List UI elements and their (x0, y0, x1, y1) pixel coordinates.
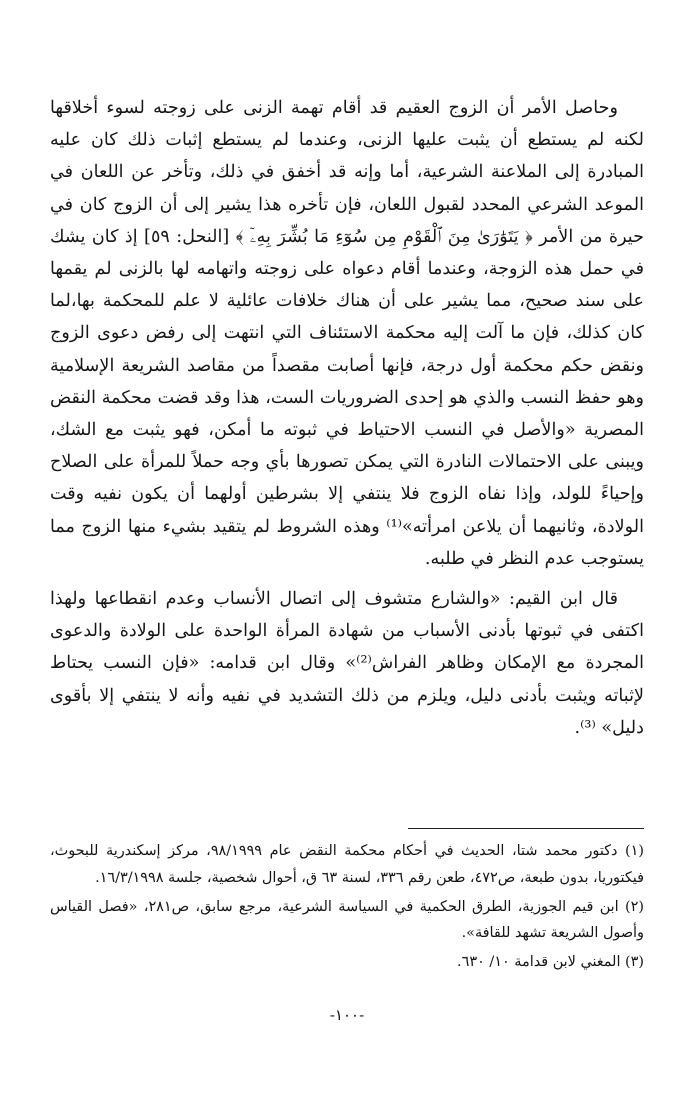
paragraph-2: قال ابن القيم: «والشارع متشوف إلى اتصال الأنساب وعدم انقطاعها ولهذا اكتفى في ثبوتها بأدنى الأسباب من شهادة المرأة الواحدة على الولادة والدعوى المجردة مع الإمكان وظاهر الفراش⁽²⁾» وقال ابن قدامه: «فإن النسب يحتاط لإثباته ويثبت بأدنى دليل، ويلزم من ذلك التشديد في نفيه وأنه لا ينتفي إلا بأقوى دليل» ⁽³⁾. (50, 589, 644, 738)
footnotes (50, 838, 644, 976)
footnote-separator (408, 828, 644, 829)
paragraph-1: وحاصل الأمر أن الزوج العقيم قد أقام تهمة الزنى على زوجته لسوء أخلاقها لكنه لم يستطع أن يثبت عليها الزنى، وعندما لم يستطع إثبات ذلك كان عليه المبادرة إلى الملاعنة الشرعية، أما وإنه قد أخفق في ذلك، وتأخر عن اللعان في الموعد الشرعي المحدد لقبول اللعان، فإن تأخره هذا يشير إلى أن الزوج كان في حيرة من الأمر ﴿ يَتَوَٰرَىٰ مِنَ ٱلْقَوْمِ مِن سُوٓءِ مَا بُشِّرَ بِهِۦٓ ﴾ [النحل: ٥٩] إذ كان يشك في حمل هذه الزوجة، وعندما أقام دعواه على زوجته واتهامه لها بالزنى لم يقمها على سند صحيح، مما يشير على أن هناك خلافات عائلية لا علم للمحكمة بها،لما كان كذلك، فإن ما آلت إليه محكمة الاستئناف التي انتهت إلى رفض دعوى الزوج ونقض حكم محكمة أول درجة، فإنها أصابت مقصداً من مقاصد الشريعة الإسلامية وهو حفظ النسب والذي هو إحدى الضروريات الست، هذا وقد قضت محكمة النقض المصرية «والأصل في النسب الاحتياط في ثبوته ما أمكن، فهو يثبت مع الشك، ويبنى على الاحتمالات النادرة التي يمكن تصورها بأي وجه حملاً للمرأة على الصلاح وإحياءً للولد، وإذا نفاه الزوج فلا ينتفي إلا بشرطين أولهما أن يكون نفيه وقت الولادة، وثانيهما أن يلاعن امرأته»⁽¹⁾ وهذه الشروط لم يتقيد بشيء منها الزوج مما يستوجب عدم النظر في طلبه. (50, 98, 644, 569)
footnote-2: (٢) ابن قيم الجوزية، الطرق الحكمية في السياسة الشرعية، مرجع سابق، ص٢٨١، «فصل القياس وأصول الشريعة تشهد للقافة». (50, 898, 645, 942)
footnote-1: (١) دكتور محمد شتا، الحديث في أحكام محكمة النقض عام ٩٨/١٩٩٩، مركز إسكندرية للبحوث، فيكتوريا، بدون طبعة، ص٤٧٢، طعن رقم ٣٣٦، لسنة ٦٣ ق، أحوال شخصية، جلسة ١٦/٣/١٩٩٨. (50, 843, 644, 886)
body-text (50, 92, 644, 744)
footnote-3: (٣) المغني لابن قدامة ١٠/ ٦٣٠. (457, 954, 644, 971)
page-number: -١٠٠- (329, 1006, 365, 1024)
